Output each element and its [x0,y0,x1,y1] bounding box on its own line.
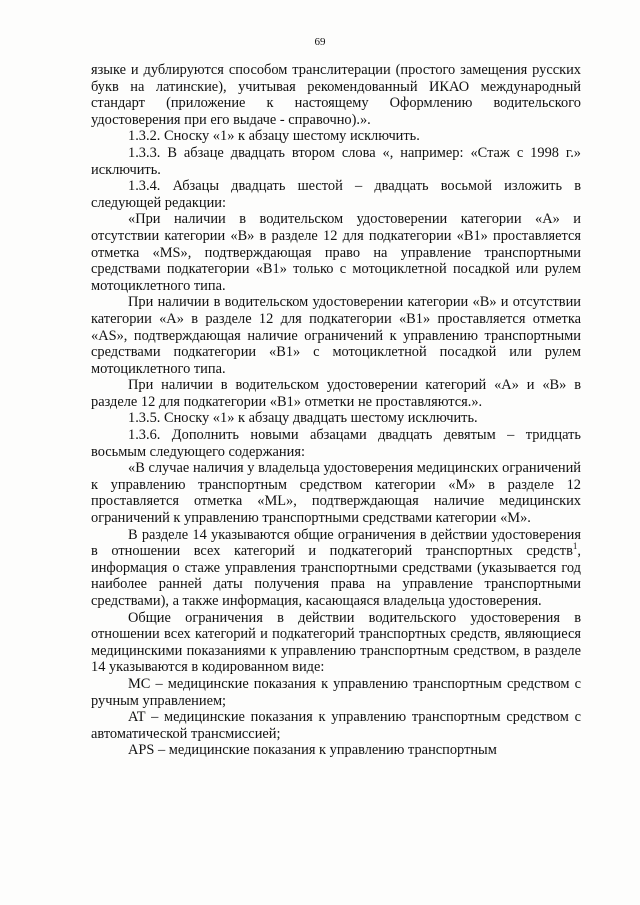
paragraph-11-text-before: В разделе 14 указываются общие ограничения в действии удостоверения в отношении всех категорий и подкатегорий транспортных средств [91,526,581,560]
paragraph-5: «При наличии в водительском удостоверении категории «А» и отсутствии категории «В» в разделе 12 для подкатегории «В1» проставляется отметка «MS», подтверждающая право на управление транспортными средствами подкатегории «В1» только с мотоциклетной посадкой или рулем мотоциклетного типа. [91,211,581,294]
paragraph-9: 1.3.6. Дополнить новыми абзацами двадцать девятым – тридцать восьмым следующего содержания: [91,427,581,460]
paragraph-11-text-after: , информация о стаже управления транспортными средствами (указывается год наиболее ранней даты получения права на управление транспортными средствами), а также информация, касающаяся владельца удостоверения. [91,543,581,609]
paragraph-10: «В случае наличия у владельца удостоверения медицинских ограничений к управлению транспортным средством категории «М» в разделе 12 проставляется отметка «ML», подтверждающая наличие медицинских ограничений к управлению транспортными средствами категории «М». [91,460,581,527]
paragraph-14: AT – медицинские показания к управлению транспортным средством с автоматической трансмиссией; [91,709,581,742]
paragraph-8: 1.3.5. Сноску «1» к абзацу двадцать шестому исключить. [128,410,478,427]
paragraph-15: APS – медицинские показания к управлению транспортным [128,742,497,759]
paragraph-6: При наличии в водительском удостоверении категории «В» и отсутствии категории «А» в разделе 12 для подкатегории «В1» проставляется отметка «AS», подтверждающая наличие ограничений к управлению транспортными средствами подкатегории «В1» с мотоциклетной посадкой или рулем мотоциклетного типа. [91,294,581,377]
paragraph-2: 1.3.2. Сноску «1» к абзацу шестому исключить. [128,128,420,145]
paragraph-1: языке и дублируются способом транслитерации (простого замещения русских букв на латинские), учитывая рекомендованный ИКАО международный стандарт (приложение к настоящему Оформлению водительского удостоверения при его выдаче - справочно).». [91,62,581,128]
paragraph-7: При наличии в водительском удостоверении категорий «А» и «В» в разделе 12 для подкатегории «В1» отметки не проставляются.». [91,377,581,410]
footnote-marker: 1 [572,541,578,552]
page-number: 69 [314,36,326,48]
paragraph-12: Общие ограничения в действии водительского удостоверения в отношении всех категорий и подкатегорий транспортных средств, являющиеся медицинскими показаниями к управлению транспортным средством, в разделе 14 указываются в кодированном виде: [91,609,581,676]
paragraph-13: MC – медицинские показания к управлению транспортным средством с ручным управлением; [91,675,581,709]
paragraph-4: 1.3.4. Абзацы двадцать шестой – двадцать восьмой изложить в следующей редакции: [91,178,581,211]
paragraph-11 [91,527,581,610]
document-body [91,62,581,759]
paragraph-3: 1.3.3. В абзаце двадцать втором слова «, например: «Стаж с 1998 г.» исключить. [91,144,581,178]
